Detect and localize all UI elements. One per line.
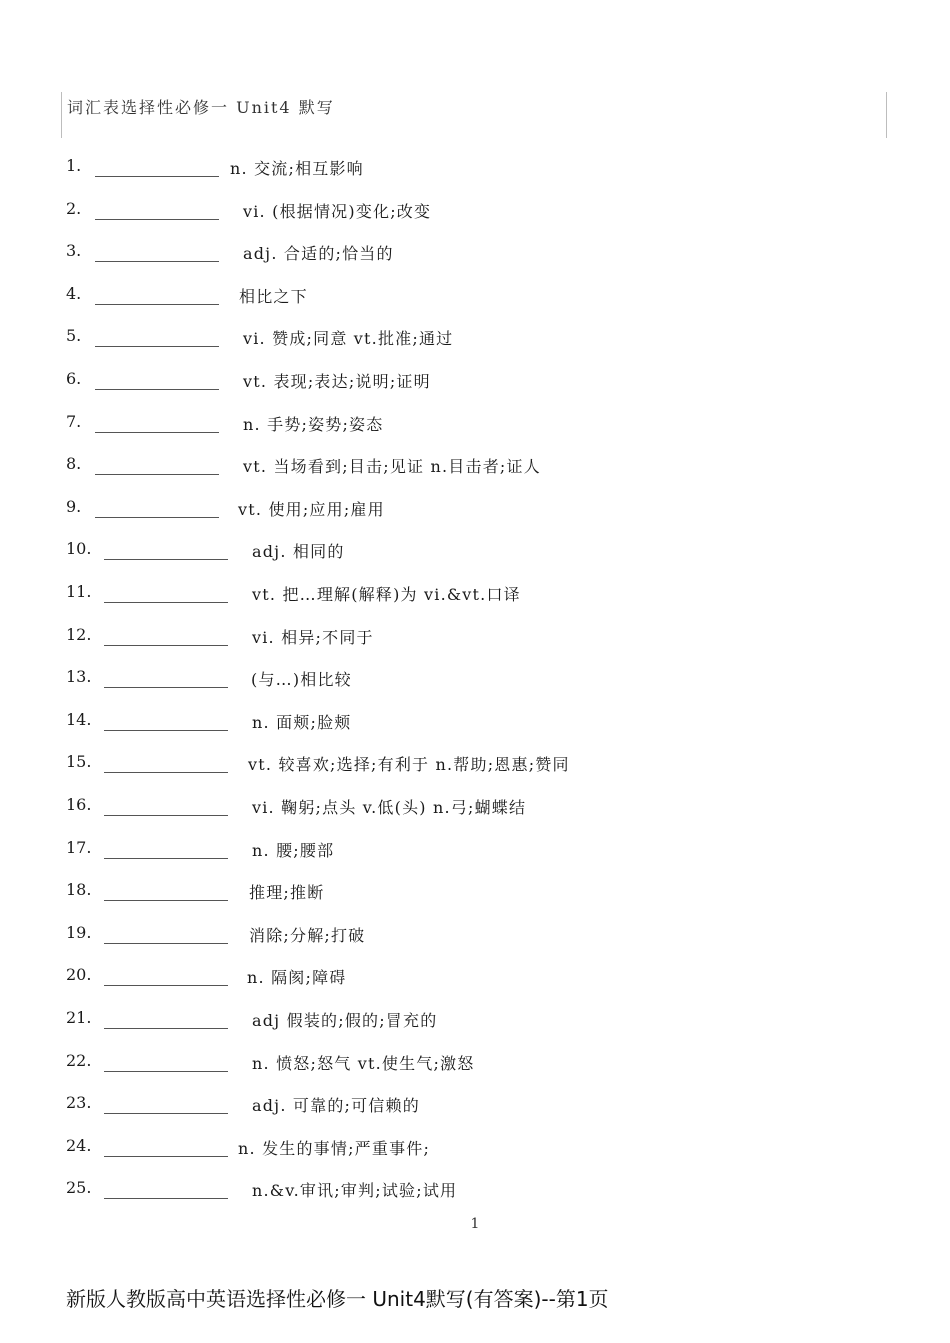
item-number: 4. bbox=[66, 283, 82, 303]
answer-blank[interactable] bbox=[95, 517, 219, 518]
item-number: 17. bbox=[66, 837, 92, 857]
answer-blank[interactable] bbox=[104, 645, 228, 646]
answer-blank[interactable] bbox=[95, 219, 219, 220]
item-number: 15. bbox=[66, 752, 92, 772]
item-definition: n. 发生的事情;严重事件; bbox=[238, 1138, 431, 1158]
item-definition: 消除;分解;打破 bbox=[249, 925, 366, 945]
item-definition: vt. 当场看到;目击;见证 n.目击者;证人 bbox=[243, 457, 541, 477]
item-number: 6. bbox=[66, 369, 82, 388]
header-left-rule bbox=[61, 92, 62, 138]
answer-blank[interactable] bbox=[104, 1156, 228, 1157]
answer-blank[interactable] bbox=[104, 1198, 228, 1199]
answer-blank[interactable] bbox=[95, 389, 219, 390]
item-number: 19. bbox=[66, 922, 92, 942]
item-number: 23. bbox=[66, 1093, 92, 1113]
item-number: 9. bbox=[66, 496, 82, 516]
item-number: 5. bbox=[66, 326, 82, 346]
page-title: 词汇表选择性必修一 Unit4 默写 bbox=[67, 98, 335, 117]
item-definition: vi. 赞成;同意 vt.批准;通过 bbox=[243, 329, 454, 349]
item-definition: vi. 相异;不同于 bbox=[252, 627, 374, 647]
answer-blank[interactable] bbox=[104, 858, 228, 859]
item-definition: n. 腰;腰部 bbox=[252, 840, 335, 860]
answer-blank[interactable] bbox=[104, 815, 228, 816]
item-number: 20. bbox=[66, 965, 92, 985]
answer-blank[interactable] bbox=[104, 730, 228, 731]
item-definition: 相比之下 bbox=[239, 286, 308, 306]
answer-blank[interactable] bbox=[104, 900, 228, 901]
page-number: 1 bbox=[470, 1216, 480, 1232]
answer-blank[interactable] bbox=[95, 432, 219, 433]
answer-blank[interactable] bbox=[104, 772, 228, 773]
item-definition: vt. 表现;表达;说明;证明 bbox=[243, 372, 431, 391]
item-definition: n. 隔阂;障碍 bbox=[247, 968, 347, 988]
header-right-rule bbox=[886, 92, 887, 138]
answer-blank[interactable] bbox=[104, 687, 228, 688]
item-number: 24. bbox=[66, 1135, 92, 1155]
item-number: 1. bbox=[66, 156, 82, 175]
item-definition: (与…)相比较 bbox=[251, 670, 352, 690]
answer-blank[interactable] bbox=[104, 1113, 228, 1114]
item-definition: vt. 使用;应用;雇用 bbox=[238, 499, 385, 519]
item-number: 2. bbox=[66, 198, 82, 218]
item-number: 22. bbox=[66, 1050, 92, 1070]
item-definition: n. 愤怒;怒气 vt.使生气;激怒 bbox=[252, 1053, 475, 1073]
answer-blank[interactable] bbox=[95, 346, 219, 347]
item-definition: vi. (根据情况)变化;改变 bbox=[243, 201, 432, 221]
footer-caption: 新版人教版高中英语选择性必修一 Unit4默写(有答案)--第1页 bbox=[66, 1287, 609, 1311]
item-definition: vi. 鞠躬;点头 v.低(头) n.弓;蝴蝶结 bbox=[252, 798, 527, 817]
item-definition: n. 手势;姿势;姿态 bbox=[243, 414, 384, 434]
item-definition: adj. 合适的;恰当的 bbox=[243, 244, 394, 264]
item-definition: n.&v.审讯;审判;试验;试用 bbox=[252, 1181, 458, 1201]
item-number: 10. bbox=[66, 539, 92, 559]
item-number: 7. bbox=[66, 411, 82, 431]
answer-blank[interactable] bbox=[95, 304, 219, 305]
item-definition: vt. 较喜欢;选择;有利于 n.帮助;恩惠;赞同 bbox=[248, 755, 570, 775]
answer-blank[interactable] bbox=[95, 176, 219, 177]
item-number: 18. bbox=[66, 880, 92, 900]
answer-blank[interactable] bbox=[104, 1028, 228, 1029]
item-definition: adj. 相同的 bbox=[252, 542, 345, 562]
item-number: 13. bbox=[66, 667, 92, 687]
answer-blank[interactable] bbox=[104, 602, 228, 603]
answer-blank[interactable] bbox=[104, 985, 228, 986]
answer-blank[interactable] bbox=[104, 943, 228, 944]
item-number: 12. bbox=[66, 624, 92, 644]
item-definition: 推理;推断 bbox=[249, 883, 325, 903]
item-number: 16. bbox=[66, 795, 92, 814]
item-definition: n. 面颊;脸颊 bbox=[252, 712, 352, 732]
item-number: 3. bbox=[66, 241, 82, 261]
answer-blank[interactable] bbox=[95, 474, 219, 475]
item-number: 14. bbox=[66, 709, 92, 729]
item-number: 8. bbox=[66, 454, 82, 474]
item-definition: vt. 把…理解(解释)为 vi.&vt.口译 bbox=[252, 585, 521, 604]
item-number: 11. bbox=[66, 582, 92, 601]
item-definition: n. 交流;相互影响 bbox=[230, 159, 364, 178]
answer-blank[interactable] bbox=[95, 261, 219, 262]
item-number: 21. bbox=[66, 1008, 92, 1027]
answer-blank[interactable] bbox=[104, 1071, 228, 1072]
item-number: 25. bbox=[66, 1178, 92, 1198]
answer-blank[interactable] bbox=[104, 559, 228, 560]
item-definition: adj 假装的;假的;冒充的 bbox=[252, 1011, 438, 1030]
item-definition: adj. 可靠的;可信赖的 bbox=[252, 1096, 420, 1116]
